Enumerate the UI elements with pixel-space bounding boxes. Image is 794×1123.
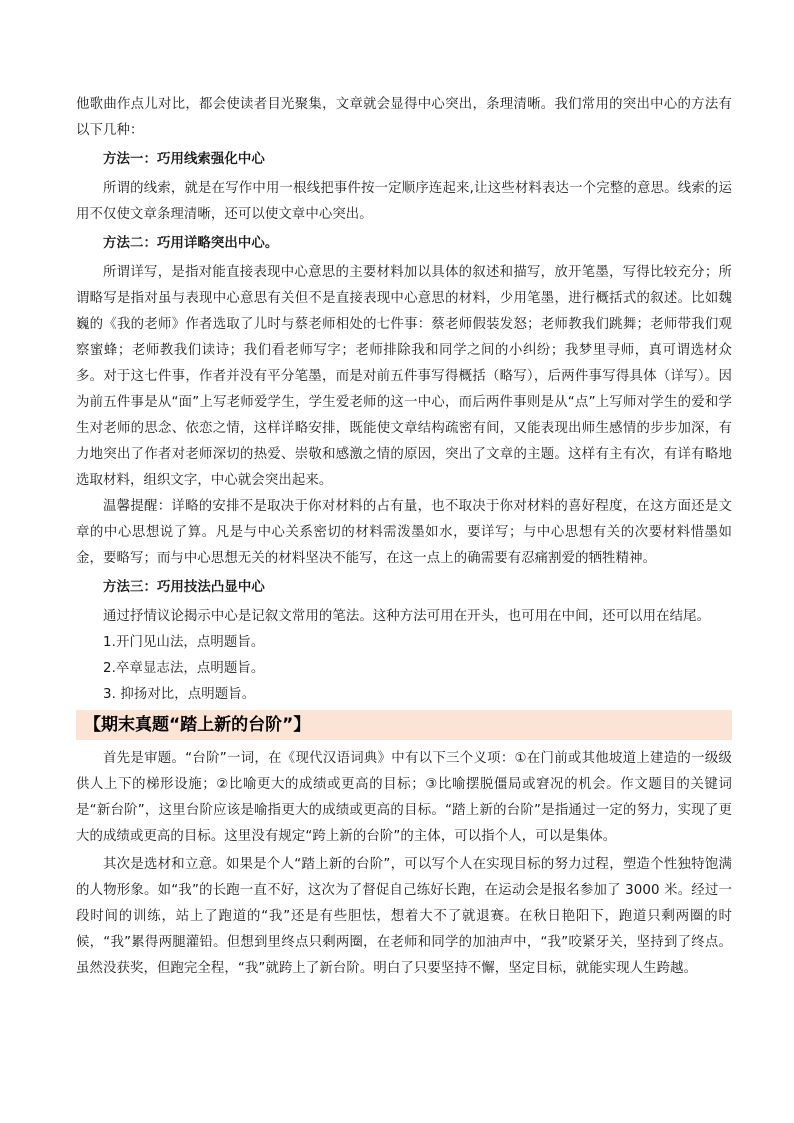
method2-heading: 方法二：巧用详略突出中心。 [103, 236, 279, 251]
exam-paragraph-2: 其次是选材和立意。如果是个人“踏上新的台阶”，可以写个人在实现目标的努力过程，塑造个性独特饱满的人物形象。如“我”的长跑一直不好，这次为了督促自己练好长跑，在运动会是报名参加了 3000 米。经过一段时间的训练，站上了跑道的“我”还是有些胆怯，想着大不了就退赛。在秋日艳阳下，跑道只剩两圈的时候，“我”累得两腿灌铅。但想到里终点只剩两圈，在老师和同学的加油声中，“我”咬紧牙关，坚持到了终点。虽然没获奖，但跑完全程，“我”就跨上了新台阶。明白了只要坚持不懈，坚定目标，就能实现人生跨越。 [76, 857, 732, 976]
method1-paragraph: 所谓的线索，就是在写作中用一根线把事件按一定顺序连起来,让这些材料表达一个完整的意思。线索的运用不仅使文章条理清晰，还可以使文章中心突出。 [76, 181, 732, 222]
method3-list-item: 3. 抑扬对比，点明题旨。 [103, 687, 256, 702]
method3-heading: 方法三：巧用技法凸显中心 [103, 580, 265, 595]
method3-paragraph: 通过抒情议论揭示中心是记叙文常用的笔法。这种方法可用在开头，也可用在中间，还可以用在结尾。 [103, 609, 711, 624]
method3-list-item: 1.开门见山法，点明题旨。 [103, 635, 265, 650]
method3-list-item: 2.卒章显志法，点明题旨。 [103, 661, 265, 676]
exam-section-banner: 【期末真题“踏上新的台阶”】 [76, 710, 732, 740]
intro-paragraph: 他歌曲作点儿对比，都会使读者目光聚集，文章就会显得中心突出，条理清晰。我们常用的突出中心的方法有以下几种： [76, 97, 732, 138]
method1-heading: 方法一：巧用线索强化中心 [103, 152, 265, 167]
method2-tip-paragraph: 温馨提醒：详略的安排不是取决于你对材料的占有量，也不取决于你对材料的喜好程度，在这方面还是文章的中心思想说了算。凡是与中心关系密切的材料需泼墨如水，要详写；与中心思想有关的次要材料惜墨如金，要略写；而与中心思想无关的材料坚决不能写，在这一点上的确需要有忍痛割爱的牺牲精神。 [76, 499, 732, 566]
method2-paragraph: 所谓详写，是指对能直接表现中心意思的主要材料加以具体的叙述和描写，放开笔墨，写得比较充分；所谓略写是指对虽与表现中心意思有关但不是直接表现中心意思的材料，少用笔墨，进行概括式的叙述。比如魏巍的《我的老师》作者选取了儿时与蔡老师相处的七件事：蔡老师假装发怒；老师教我们跳舞；老师带我们观察蜜蜂；老师教我们读诗；我们看老师写字；老师排除我和同学之间的小纠纷；我梦里寻师，真可谓选材众多。对于这七件事，作者并没有平分笔墨，而是对前五件事写得概括（略写），后两件事写得具体（详写）。因为前五件事是从“面”上写老师爱学生，学生爱老师的这一中心，而后两件事则是从“点”上写师对学生的爱和学生对老师的思念、依恋之情，这样详略安排，既能使文章结构疏密有间，又能表现出师生感情的步步加深，有力地突出了作者对老师深切的热爱、崇敬和感激之情的原因，突出了文章的主题。这样有主有次，有详有略地选取材料，组织文字，中心就会突出起来。 [76, 265, 732, 488]
exam-paragraph-1: 首先是审题。“台阶”一词，在《现代汉语词典》中有以下三个义项：①在门前或其他坡道上建造的一级级供人上下的梯形设施；②比喻更大的成绩或更高的目标；③比喻摆脱僵局或窘况的机会。作文题目的关键词是“新台阶”，这里台阶应该是喻指更大的成绩或更高的目标。“踏上新的台阶”是指通过一定的努力，实现了更大的成绩或更高的目标。这里没有规定“跨上新的台阶”的主体，可以指个人，可以是集体。 [76, 751, 732, 844]
